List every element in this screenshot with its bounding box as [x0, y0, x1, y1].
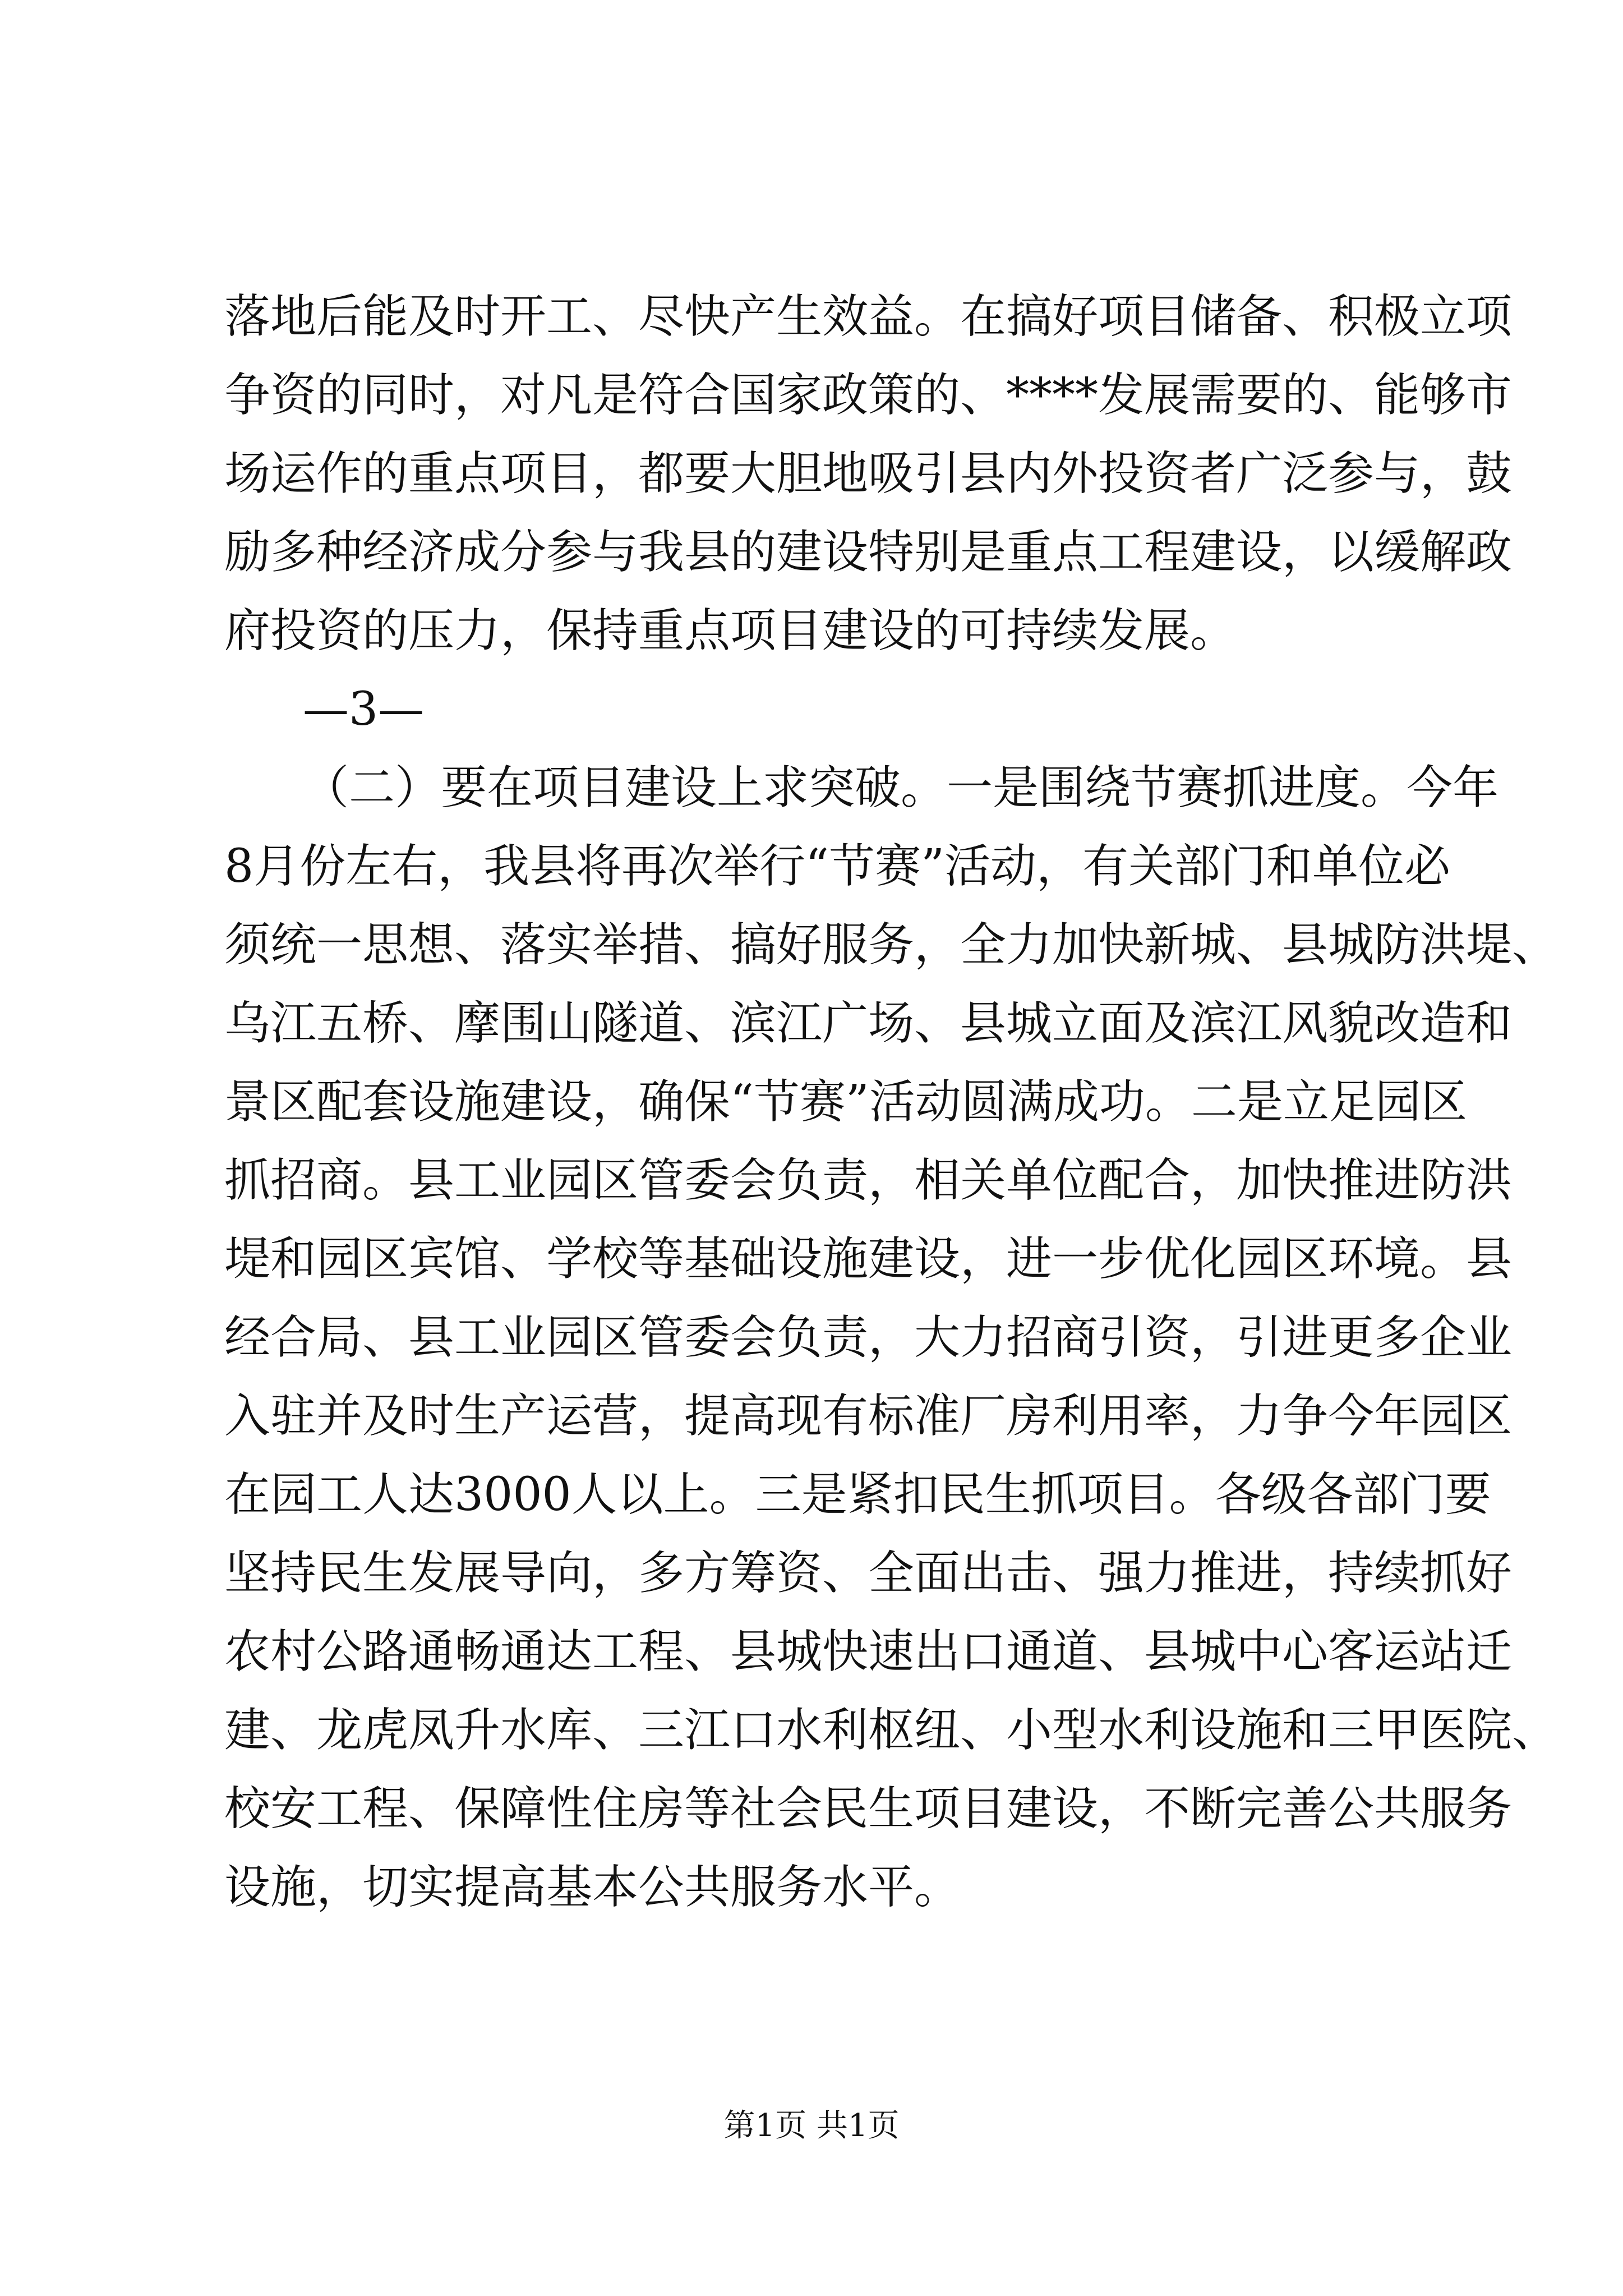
paragraph-2-line-12: 农村公路通畅通达工程、县城快速出口通道、县城中心客运站迁: [224, 1625, 1513, 1678]
paragraph-2-line-15: 设施，切实提高基本公共服务水平。: [224, 1861, 961, 1914]
paragraph-2-line-10: 在园工人达3000人以上。三是紧扣民生抓项目。各级各部门要: [224, 1468, 1491, 1521]
paragraph-2-line-8: 经合局、县工业园区管委会负责，大力招商引资，引进更多企业: [224, 1311, 1513, 1364]
page-footer: 第1页 共1页: [723, 2108, 900, 2144]
paragraph-2-line-11: 坚持民生发展导向，多方筹资、全面出击、强力推进，持续抓好: [224, 1547, 1513, 1600]
paragraph-1-line-4: 励多种经济成分参与我县的建设特别是重点工程建设，以缓解政: [224, 526, 1513, 579]
paragraph-1-line-3: 场运作的重点项目，都要大胆地吸引县内外投资者广泛参与，鼓: [224, 447, 1513, 500]
paragraph-2-line-2: 8月份左右，我县将再次举行“节赛”活动，有关部门和单位必: [224, 840, 1451, 893]
paragraph-2-line-1: （二）要在项目建设上求突破。一是围绕节赛抓进度。今年: [303, 761, 1499, 815]
paragraph-1-line-5: 府投资的压力，保持重点项目建设的可持续发展。: [224, 604, 1237, 657]
paragraph-2-line-14: 校安工程、保障性住房等社会民生项目建设，不断完善公共服务: [224, 1782, 1513, 1835]
paragraph-2-line-7: 堤和园区宾馆、学校等基础设施建设，进一步优化园区环境。县: [224, 1232, 1513, 1286]
paragraph-2-line-6: 抓招商。县工业园区管委会负责，相关单位配合，加快推进防洪: [224, 1154, 1513, 1207]
paragraph-1-line-2: 争资的同时，对凡是符合国家政策的、****发展需要的、能够市: [224, 369, 1513, 422]
paragraph-2-line-13: 建、龙虎凤升水库、三江口水利枢纽、小型水利设施和三甲医院、: [224, 1704, 1559, 1757]
paragraph-2-line-3: 须统一思想、落实举措、搞好服务，全力加快新城、县城防洪堤、: [224, 918, 1559, 972]
paragraph-1-line-1: 落地后能及时开工、尽快产生效益。在搞好项目储备、积极立项: [224, 290, 1513, 343]
paragraph-2-line-5: 景区配套设施建设，确保“节赛”活动圆满成功。二是立足园区: [224, 1075, 1467, 1129]
paragraph-2-line-4: 乌江五桥、摩围山隧道、滨江广场、县城立面及滨江风貌改造和: [224, 997, 1513, 1050]
paragraph-2-line-9: 入驻并及时生产运营，提高现有标准厂房利用率，力争今年园区: [224, 1389, 1513, 1443]
page-marker: —3—: [303, 683, 425, 736]
